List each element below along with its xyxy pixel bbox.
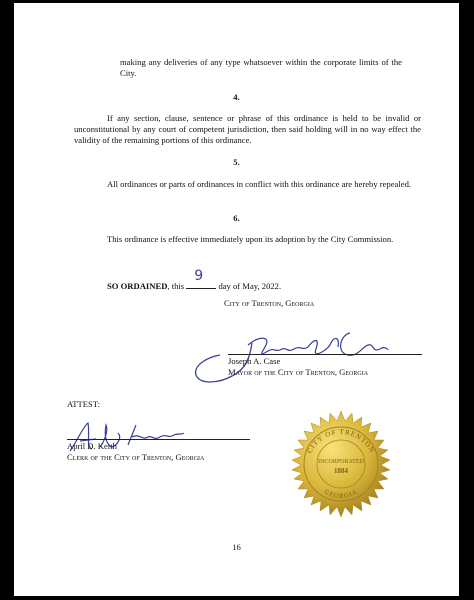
mayor-signature-line xyxy=(228,354,422,355)
ordained-line xyxy=(107,268,427,292)
mayor-title: Mayor of the City of Trenton, Georgia xyxy=(228,367,369,377)
section-number-6: 6. xyxy=(233,213,240,223)
city-line: City of Trenton, Georgia xyxy=(224,298,315,308)
city-seal xyxy=(286,409,396,519)
section-4-text: If any section, clause, sentence or phrase of this ordinance is held to be invalid or unconstitutional by any court of competent jurisdiction, then said holding will in no way effect the validity of the remaining portions of this ordinance. xyxy=(74,113,421,145)
page-number: 16 xyxy=(232,542,241,552)
section-5-text: All ordinances or parts of ordinances in conflict with this ordinance are hereby repealed. xyxy=(107,179,412,189)
ordained-this: , this xyxy=(167,281,185,291)
section-6-text: This ordinance is effective immediately upon its adoption by the City Commission. xyxy=(107,234,394,244)
seal-top-text: CITY OF TRENTON xyxy=(305,427,377,455)
seal-year: 1884 xyxy=(334,467,348,475)
section-number-4: 4. xyxy=(233,92,240,102)
clerk-name: April D. Keith xyxy=(67,441,117,451)
mayor-name: Joseph A. Case xyxy=(228,356,281,366)
clerk-title: Clerk of the City of Trenton, Georgia xyxy=(67,452,205,462)
seal-bottom-text: GEORGIA xyxy=(322,488,360,501)
continuation-paragraph: making any deliveries of any type whatsoever within the corporate limits of the City. xyxy=(120,57,402,78)
ordained-rest: day of May, 2022. xyxy=(218,281,282,291)
section-number-5: 5. xyxy=(233,157,240,167)
seal-middle-text: INCORPORATED xyxy=(318,459,364,465)
day-field xyxy=(186,268,216,289)
clerk-signature-line xyxy=(67,439,250,440)
attest-label: ATTEST: xyxy=(67,399,100,409)
day-value: 9 xyxy=(194,268,204,284)
ordained-lead: SO ORDAINED xyxy=(107,281,168,291)
document-page xyxy=(14,3,459,596)
